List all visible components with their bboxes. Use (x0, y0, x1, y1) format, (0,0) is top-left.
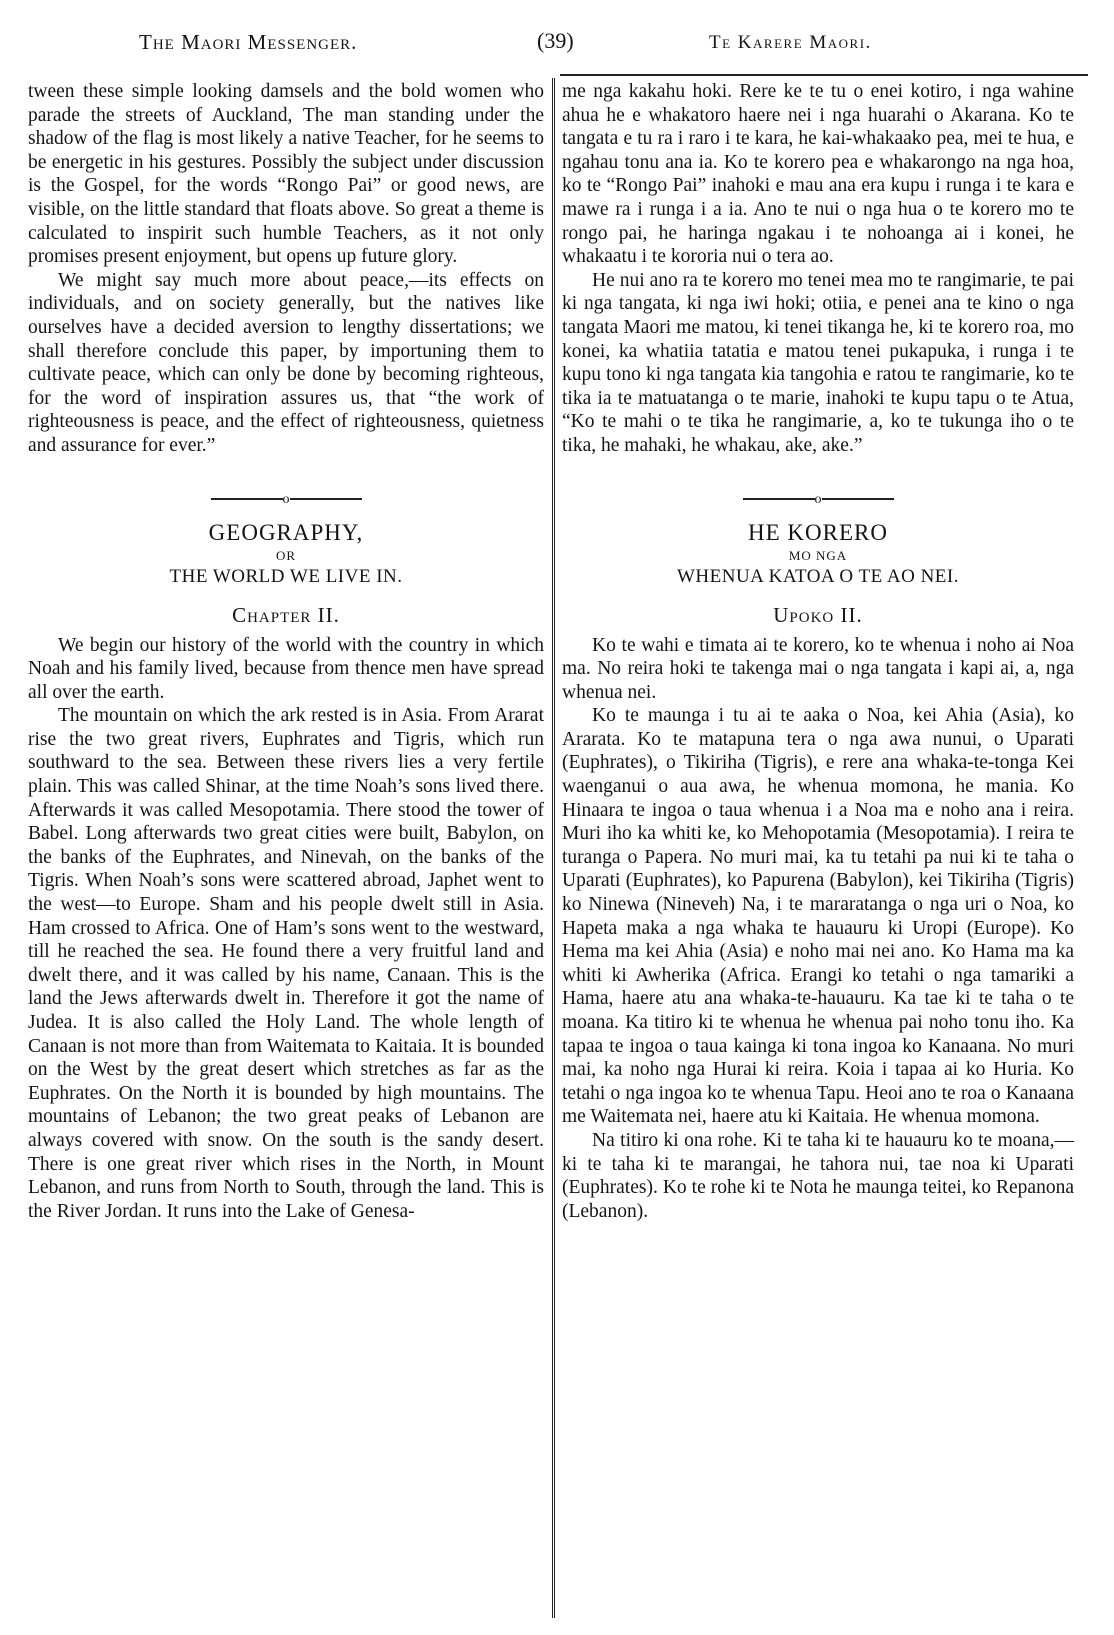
english-paragraph-3: We begin our history of the world with the country in which Noah and his family lived, because from thence men have spread all over the earth. (28, 634, 544, 703)
english-column (28, 80, 544, 1223)
maori-paragraph-5: Na titiro ki ona rohe. Ki te taha ki te hauauru ko te moana,—ki te taha ki te marangai, he tahora nui, tae noa ki Uparati (Euphrates). Ko te rohe ki te Nota he maunga teitei, ko Repanona (Lebanon). (562, 1129, 1074, 1222)
maori-column (562, 80, 1074, 1223)
english-paragraph-4: The mountain on which the ark rested is in Asia. From Ararat rise the two great rivers, Euphrates and Tigris, which run southward to the sea. Between these rivers lies a very fertile plain. This was called Shinar, at the time Noah’s sons lived there. Afterwards it was called Mesopotamia. There stood the tower of Babel. Long afterwards two great cities were built, Babylon, on the banks of the Euphrates, and Ninevah, on the banks of the Tigris. When Noah’s sons were scattered abroad, Japhet went to the west—to Europe. Sham and his people dwelt still in Asia. Ham crossed to Africa. One of Ham’s sons went to the westward, till he reached the sea. He found there a very fruitful land and dwelt there, and it was called by his name, Canaan. This is the land the Jews afterwards dwelt in. Therefore it got the name of Judea. It is also called the Holy Land. The whole length of Canaan is not more than from Waitemata to Kaitaia. It is bounded on the West by the great desert which stretches as far as the Euphrates. On the North it is bounded by high mountains. The mountains of Lebanon; the two great peaks of Lebanon are always covered with snow. On the south is the sandy desert. There is one great river which rises in the North, in Mount Lebanon, and runs from North to South, through the land. This is the River Jordan. It runs into the Lake of Genesa- (28, 705, 544, 1222)
page-header (0, 30, 1114, 64)
maori-paragraph-1: me nga kakahu hoki. Rere ke te tu o enei kotiro, i nga wahine ahua he e whakatoro haere nei i nga huarahi o Akarana. Ko te tangata e tu ra i raro i te kara, he kai-whakaako pea, mei te hua, e ngahau tonu ana ia. Ko te korero pea e whakarongo na nga hoa, ko te “Rongo Pai” inahoki e mau ana era kupu i runga i te kara e mawe ra i runga i a ia. Ano te nui o nga hua o te korero mo te rongo pai, he haringa ngakau i te nohoanga ai i konei, he whakaatu i te kororia nui o tera ao. (562, 81, 1074, 268)
maori-section-subtitle: WHENUA KATOA O TE AO NEI. (676, 565, 959, 587)
english-title-or: OR (275, 547, 297, 563)
english-paragraph-2: We might say much more about peace,—its effects on individuals, and on society generally, but the natives like ourselves have a decided aversion to lengthy dissertations; we shall therefore conclude this paper, by importuning them to cultivate peace, which can only be done by becoming righteous, for the word of inspiration assures us, that “the work of righteousness is peace, and the effect of righteousness, quietness and assurance for ever.” (28, 269, 544, 456)
maori-section-title: HE KORERO (748, 519, 888, 545)
maori-paragraph-4: Ko te maunga i tu ai te aaka o Noa, kei Ahia (Asia), ko Ararata. Ko te matapuna tera o nga awa nunui, o Uparati (Euphrates), o Tikiriha (Tigris), e rere ana whaka-te-tonga Kei waenganui o aua awa, he whenua momona, he mania. Ko Hinaara te ingoa o taua whenua i a Noa ma e noho ana i reira. Muri iho ka whiti ke, ko Mehopotamia (Mesopotamia). I reira te turanga o Papera. No muri mai, ka tu tetahi pa nui ki te taha o Uparati (Euphrates), ko Papurena (Babylon), kei Tikiriha (Tigris) ko Ninewa (Nineveh) Na, i te mararatanga o nga uri o Noa, ko Hapeta maka a nga whaka te hauauru ki Uropi (Europe). Ko Hema ma kei Ahia (Asia) e noho mai nei ano. Ko Hama ma ka whiti ki Awherika (Africa. Erangi ko tetahi o nga tamariki a Hama, haere atu ana whaka-te-hauauru. Ka tae ki te taha o te moana. Ka titiro ki te whenua he whenua pai noho tonu iho. Ka tapaa te ingoa o taua kainga ki tona ingoa ko Kanaana. No muri mai, ka noho nga Hurai ki reira. Koia i tapaa ai ko Huria. Ko tetahi o nga ingoa ko te whenua Tapu. Heoi ano te roa o Kanaana me Waitemata nei, haere atu ki Kaitaia. He whenua momona. (562, 705, 1074, 1128)
english-section-subtitle: THE WORLD WE LIVE IN. (169, 565, 403, 587)
english-section-title: GEOGRAPHY, (208, 519, 364, 545)
header-maori-title: Te Karere Maori. (709, 32, 872, 53)
maori-chapter-heading: Upoko II. (773, 602, 863, 627)
section-separator: o (28, 492, 544, 508)
english-paragraph-1: tween these simple looking damsels and the bold women who parade the streets of Auckland, The man standing under the shadow of the flag is most likely a native Teacher, for he seems to be energetic in his gestures. Possibly the subject under discussion is the Gospel, for the words “Rongo Pai” or good news, are visible, on the little standard that floats above. So great a theme is calculated to inspirit such humble Teachers, as it not only promises present enjoyment, but opens up future glory. (28, 81, 544, 268)
header-english-title: The Maori Messenger. (139, 30, 358, 54)
maori-title-mo-nga: MO NGA (788, 547, 848, 563)
column-divider (552, 78, 558, 1618)
maori-paragraph-2: He nui ano ra te korero mo tenei mea mo te rangimarie, te pai ki nga tangata, ki nga iwi hoki; otiia, e penei ana te kino o nga tangata Maori me matou, ki tenei tikanga he, ki te korero roa, mo konei, ka whatiia tatatia e matou tenei pukapuka, i runga i te kupu tono ki nga tangata kia tangohia e ratou te rangimarie, ko te tika ia te matuatanga o te marie, inahoki te kupu tapu o te Atua, “Ko te mahi o te tika he rangimarie, a, ko te tukunga iho o te tika, he mahaki, he whakau, ake, ake.” (562, 269, 1074, 456)
header-rule (560, 74, 1088, 76)
maori-paragraph-3: Ko te wahi e timata ai te korero, ko te whenua i noho ai Noa ma. No reira hoki te takenga mai o nga tangata i kapi ai, a, nga whenua nei. (562, 634, 1074, 703)
section-separator: o (562, 492, 1074, 508)
english-chapter-heading: Chapter II. (232, 602, 340, 627)
page-number: (39) (537, 28, 574, 53)
